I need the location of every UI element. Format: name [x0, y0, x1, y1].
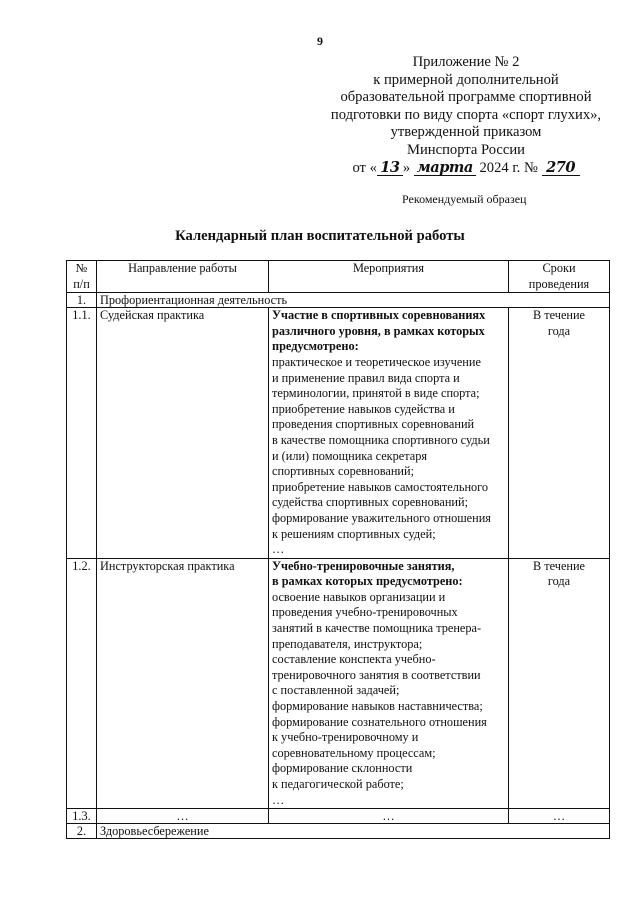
- row-num: 1.1.: [67, 308, 97, 559]
- activity-line: терминологии, принятой в виде спорта;: [272, 386, 480, 401]
- row-num: 1.2.: [67, 558, 97, 809]
- table-row-1-2: [67, 558, 610, 809]
- activity-heading-line: Учебно-тренировочные занятия,: [272, 558, 455, 573]
- order-date-line: [316, 160, 616, 178]
- row-terms: [509, 558, 610, 809]
- activity-heading-line: различного уровня, в рамках которых: [272, 323, 485, 338]
- activity-line: и (или) помощника секретаря: [272, 448, 428, 463]
- terms-line: В течение: [532, 558, 586, 573]
- row-direction: Инструкторская практика: [97, 558, 269, 809]
- appendix-line: утвержденной приказом: [390, 124, 542, 141]
- row-direction: …: [97, 809, 269, 824]
- section-num: 1.: [67, 293, 97, 308]
- header-num-line: №: [75, 261, 88, 275]
- order-number-handwritten: 270: [542, 161, 580, 176]
- activity-heading-line: в рамках которых предусмотрено:: [272, 574, 463, 589]
- terms-line: В течение: [532, 308, 586, 323]
- activity-line: к педагогической работе;: [272, 777, 404, 791]
- activity-line: …: [272, 542, 285, 557]
- header-terms-line: проведения: [528, 276, 590, 291]
- row-activities: …: [269, 809, 509, 824]
- appendix-line: подготовки по виду спорта «спорт глухих»,: [330, 106, 602, 123]
- header-num: [67, 261, 97, 293]
- activity-line: составление конспекта учебно-: [272, 652, 436, 667]
- date-mid: »: [402, 159, 411, 176]
- activity-heading-line: Участие в спортивных соревнованиях: [272, 308, 486, 323]
- table-row-section-2: [67, 824, 610, 839]
- activity-line: и применение правил вида спорта и: [272, 370, 460, 385]
- date-month-handwritten: марта: [414, 161, 476, 176]
- activity-line: формирование сознательного отношения: [272, 714, 487, 729]
- table-row-section-1: [67, 293, 610, 308]
- table-header-row: [67, 261, 610, 293]
- appendix-line: Приложение № 2: [412, 54, 520, 70]
- page-number: 9: [317, 34, 323, 48]
- activity-line: проведения учебно-тренировочных: [272, 605, 458, 620]
- row-direction: Судейская практика: [97, 308, 269, 559]
- date-day-handwritten: 13: [377, 161, 403, 176]
- header-terms: [509, 261, 610, 293]
- table-row-1-3: [67, 809, 610, 824]
- terms-line: года: [547, 323, 571, 338]
- activity-line: занятий в качестве помощника тренера-: [272, 621, 482, 636]
- activity-line: тренировочного занятия в соответствии: [272, 667, 481, 682]
- activity-line: приобретение навыков самостоятельного: [272, 479, 489, 494]
- activity-line: формирование уважительного отношения: [272, 510, 491, 525]
- activity-line: в качестве помощника спортивного судьи: [272, 432, 490, 447]
- date-prefix: от «: [352, 159, 377, 176]
- date-year: 2024 г. №: [479, 159, 538, 176]
- row-activities: [269, 558, 509, 809]
- document-title: Календарный план воспитательной работы: [175, 228, 465, 244]
- activity-line: к решениям спортивных судей;: [272, 526, 436, 541]
- section-title: Здоровьесбережение: [97, 824, 610, 839]
- row-terms: …: [509, 809, 610, 824]
- activity-line: практическое и теоретическое изучение: [272, 354, 481, 369]
- activity-line: соревновательному процессам;: [272, 745, 436, 760]
- activity-line: формирование склонности: [272, 761, 413, 776]
- row-num: 1.3.: [67, 809, 97, 824]
- activity-line: к учебно-тренировочному и: [272, 730, 419, 745]
- table-row-1-1: [67, 308, 610, 559]
- terms-line: года: [547, 574, 571, 589]
- activity-line: проведения спортивных соревнований: [272, 417, 475, 432]
- activity-heading-line: предусмотрено:: [272, 339, 359, 354]
- header-terms-line: Сроки: [542, 261, 576, 275]
- sample-label: Рекомендуемый образец: [402, 192, 527, 206]
- header-activities: Мероприятия: [269, 261, 509, 293]
- row-terms: [509, 308, 610, 559]
- header-num-line: п/п: [73, 276, 90, 291]
- appendix-line: к примерной дополнительной: [373, 71, 559, 88]
- activity-line: …: [272, 792, 285, 807]
- appendix-line: Минспорта России: [407, 141, 525, 158]
- row-activities: [269, 308, 509, 559]
- activity-line: формирование навыков наставничества;: [272, 699, 483, 714]
- activity-line: преподавателя, инструктора;: [272, 636, 423, 651]
- header-direction: Направление работы: [97, 261, 269, 293]
- section-title: Профориентационная деятельность: [97, 293, 610, 308]
- section-num: 2.: [67, 824, 97, 839]
- activity-line: освоение навыков организации и: [272, 589, 446, 604]
- activity-line: с поставленной задачей;: [272, 683, 400, 698]
- activity-line: приобретение навыков судейства и: [272, 401, 455, 416]
- appendix-line: образовательной программе спортивной: [340, 89, 592, 106]
- calendar-plan-table: [66, 260, 610, 839]
- appendix-header: [316, 54, 616, 177]
- activity-line: судейства спортивных соревнований;: [272, 495, 468, 510]
- activity-line: спортивных соревнований;: [272, 464, 415, 479]
